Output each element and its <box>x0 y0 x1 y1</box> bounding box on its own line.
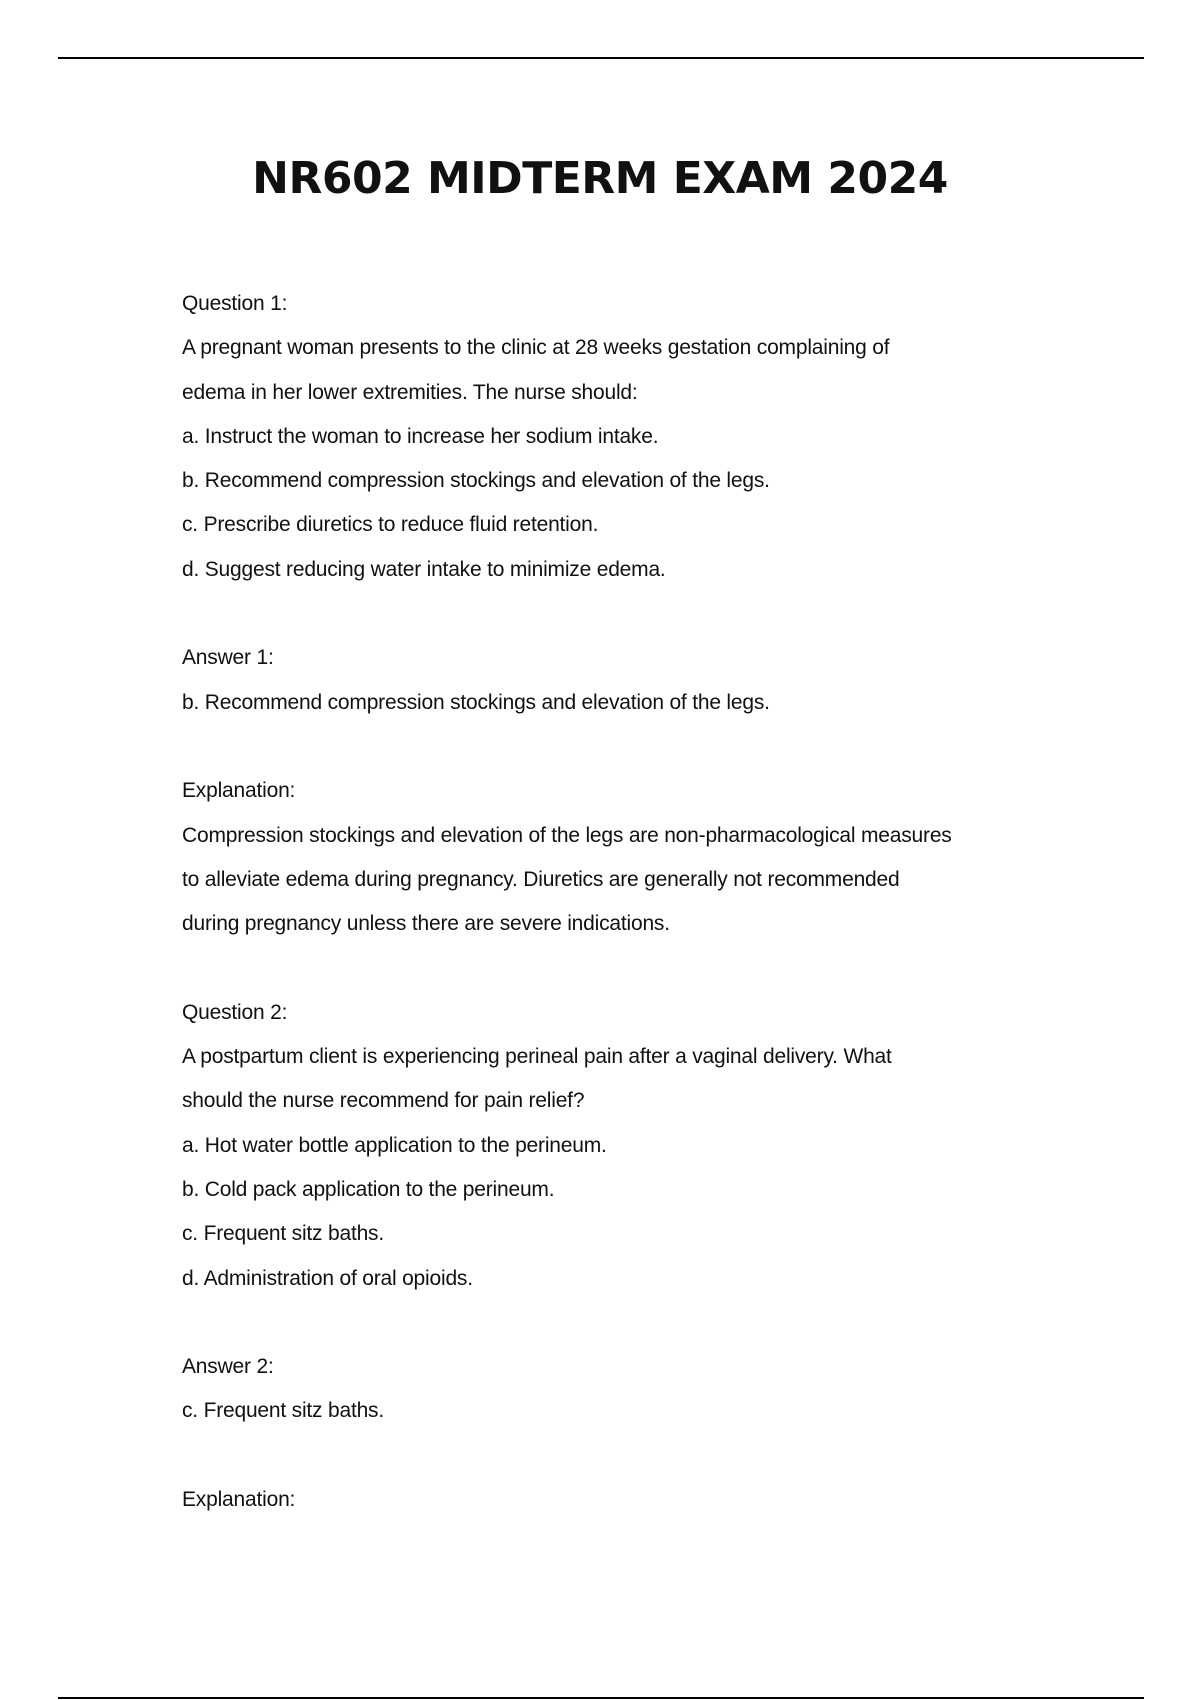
option-c: c. Frequent sitz baths. <box>182 1222 384 1246</box>
option-d: d. Administration of oral opioids. <box>182 1266 473 1290</box>
question-label: Question 2: <box>182 1000 288 1024</box>
explanation-line: to alleviate edema during pregnancy. Diuretics are generally not recommended <box>182 867 900 891</box>
spacer <box>182 1301 1062 1345</box>
question-block-2 <box>182 991 1062 1523</box>
bottom-rule <box>58 1697 1144 1699</box>
explanation-line: Compression stockings and elevation of the legs are non-pharmacological measures <box>182 823 952 847</box>
answer-label: Answer 1: <box>182 646 274 670</box>
spacer <box>182 592 1062 636</box>
explanation-label: Explanation: <box>182 1488 296 1512</box>
answer-text: c. Frequent sitz baths. <box>182 1399 384 1423</box>
document-body <box>182 282 1062 1522</box>
question-stem-line: A postpartum client is experiencing perineal pain after a vaginal delivery. What <box>182 1045 892 1069</box>
explanation-line: during pregnancy unless there are severe indications. <box>182 912 670 936</box>
spacer <box>182 725 1062 769</box>
question-stem-line: should the nurse recommend for pain relief? <box>182 1089 585 1113</box>
explanation-label: Explanation: <box>182 779 296 803</box>
option-d: d. Suggest reducing water intake to minimize edema. <box>182 557 666 581</box>
question-stem-line: edema in her lower extremities. The nurse should: <box>182 380 638 404</box>
option-c: c. Prescribe diuretics to reduce fluid retention. <box>182 513 599 537</box>
question-block-1 <box>182 282 1062 946</box>
answer-label: Answer 2: <box>182 1355 274 1379</box>
option-a: a. Instruct the woman to increase her sodium intake. <box>182 424 659 448</box>
option-b: b. Cold pack application to the perineum. <box>182 1177 555 1201</box>
answer-text: b. Recommend compression stockings and elevation of the legs. <box>182 690 770 714</box>
document-title: NR602 MIDTERM EXAM 2024 <box>252 153 948 204</box>
spacer <box>182 1434 1062 1478</box>
option-a: a. Hot water bottle application to the perineum. <box>182 1133 607 1157</box>
option-b: b. Recommend compression stockings and elevation of the legs. <box>182 469 770 493</box>
top-rule <box>58 57 1144 59</box>
question-label: Question 1: <box>182 292 288 315</box>
question-stem-line: A pregnant woman presents to the clinic at 28 weeks gestation complaining of <box>182 336 890 360</box>
spacer <box>182 946 1062 990</box>
